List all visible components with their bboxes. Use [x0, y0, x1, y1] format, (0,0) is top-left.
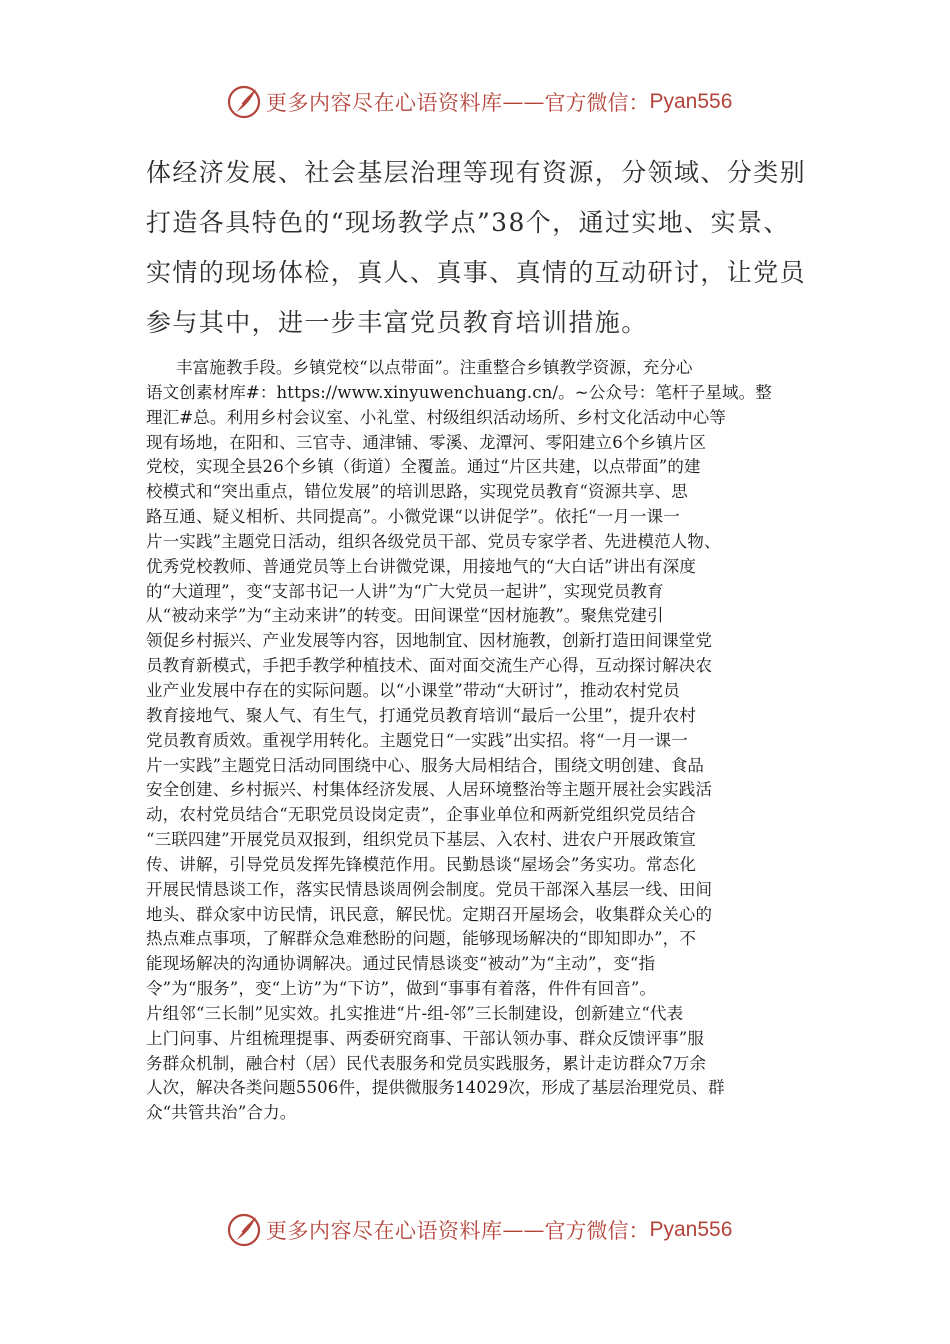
- paragraph-line: 党员教育质效。重视学用转化。主题党日“一实践”出实招。将“一月一课一: [146, 730, 688, 750]
- paragraph-line: 传、讲解，引导党员发挥先锋模范作用。民勤恳谈“屋场会”务实功。常态化: [146, 854, 696, 874]
- paragraph-line: 丰富施教手段。乡镇党校“以点带面”。注重整合乡镇教学资源，充分心: [176, 358, 693, 377]
- paragraph-line: 员教育新模式，手把手教学种植技术、面对面交流生产心得，互动探讨解决农: [146, 656, 713, 676]
- paragraph-line: 上门问事、片组梳理提事、两委研究商事、干部认领办事、群众反馈评事”服: [146, 1028, 705, 1048]
- paragraph-line: 教育接地气、聚人气、有生气，打通党员教育培训“最后一公里”，提升农村: [146, 705, 696, 725]
- paragraph-line: 的“大道理”，变“支部书记一人讲”为“广大党员一起讲”，实现党员教育: [146, 581, 664, 601]
- banner-wechat-label: 官方微信：: [544, 1219, 650, 1243]
- paragraph-line: 片一实践”主题党日活动，组织各级党员干部、党员专家学者、先进模范人物、: [146, 531, 721, 551]
- paragraph-line: 动，农村党员结合“无职党员设岗定责”，企事业单位和两新党组织党员结合: [146, 805, 696, 825]
- paragraph-line: 党校，实现全县26个乡镇（街道）全覆盖。通过“片区共建，以点带面”的建: [146, 457, 701, 477]
- banner-separator: ——: [502, 90, 545, 114]
- paragraph-line: 安全创建、乡村振兴、村集体经济发展、人居环境整治等主题开展社会实践活: [146, 780, 713, 800]
- banner-wechat-id: Pyan556: [649, 1218, 733, 1241]
- paragraph-line: 片一实践”主题党日活动同围绕中心、服务大局相结合，围绕文明创建、食品: [146, 755, 705, 775]
- paragraph-line: 令”为“服务”，变“上访”为“下访”，做到“事事有着落，件件有回音”。: [146, 979, 657, 999]
- paragraph-line: 语文创素材库#：https://www.xinyuwenchuang.cn/。~公众号：笔杆子星域。整: [146, 382, 772, 402]
- paragraph-line: 人次，解决各类问题5506件，提供微服务14029次，形成了基层治理党员、群: [146, 1078, 725, 1098]
- quill-logo-icon: [226, 1212, 262, 1248]
- paragraph-line: 现有场地，在阳和、三官寺、通津铺、零溪、龙潭河、零阳建立6个乡镇片区: [146, 432, 707, 452]
- continued-paragraph: [146, 148, 806, 348]
- banner-title: 更多内容尽在心语资料库: [266, 91, 503, 115]
- paragraph-line: 热点难点事项，了解群众急难愁盼的问题，能够现场解决的“即知即办”，不: [146, 929, 696, 949]
- paragraph-line: 能现场解决的沟通协调解决。通过民情恳谈变“被动”为“主动”，变“指: [146, 954, 656, 974]
- footer-banner: [226, 1208, 732, 1252]
- quill-logo-icon: [226, 84, 262, 120]
- main-paragraph: [146, 356, 810, 1126]
- paragraph-line: 务群众机制，融合村（居）民代表服务和党员实践服务，累计走访群众7万余: [146, 1053, 707, 1073]
- paragraph-line: 路互通、疑义相析、共同提高”。小微党课“以讲促学”。依托“一月一课一: [146, 507, 680, 527]
- continued-line: 实情的现场体检，真人、真事、真情的互动研讨，让党员: [146, 258, 807, 287]
- paragraph-line: 校模式和“突出重点，错位发展”的培训思路，实现党员教育“资源共享、思: [146, 482, 688, 502]
- paragraph-line: 优秀党校教师、普通党员等上台讲微党课，用接地气的“大白话”讲出有深度: [146, 556, 696, 576]
- paragraph-line: 业产业发展中存在的实际问题。以“小课堂”带动“大研讨”，推动农村党员: [146, 680, 680, 700]
- paragraph-line: 理汇#总。利用乡村会议室、小礼堂、村级组织活动场所、乡村文化活动中心等: [146, 407, 727, 427]
- paragraph-line: 从“被动来学”为“主动来讲”的转变。田间课堂“因材施教”。聚焦党建引: [146, 606, 664, 626]
- paragraph-line: 领促乡村振兴、产业发展等内容，因地制宜、因材施教，创新打造田间课堂党: [146, 631, 713, 651]
- paragraph-line: “三联四建”开展党员双报到，组织党员下基层、入农村、进农户开展政策宣: [146, 830, 696, 850]
- paragraph-line: 众“共管共治”合力。: [146, 1103, 297, 1123]
- header-banner: [226, 80, 732, 124]
- continued-line: 体经济发展、社会基层治理等现有资源，分领域、分类别: [146, 158, 807, 187]
- continued-line: 打造各具特色的“现场教学点”38个，通过实地、实景、: [146, 208, 790, 237]
- paragraph-line: 片组邻“三长制”见实效。扎实推进“片-组-邻”三长制建设，创新建立“代表: [146, 1003, 684, 1023]
- banner-separator: ——: [502, 1218, 545, 1242]
- paragraph-line: 开展民情恳谈工作，落实民情恳谈周例会制度。党员干部深入基层一线、田间: [146, 879, 713, 899]
- continued-line: 参与其中，进一步丰富党员教育培训措施。: [146, 308, 648, 337]
- banner-wechat-id: Pyan556: [649, 90, 733, 113]
- banner-title: 更多内容尽在心语资料库: [266, 1219, 503, 1243]
- paragraph-line: 地头、群众家中访民情，讯民意，解民忧。定期召开屋场会，收集群众关心的: [146, 904, 713, 924]
- banner-wechat-label: 官方微信：: [544, 91, 650, 115]
